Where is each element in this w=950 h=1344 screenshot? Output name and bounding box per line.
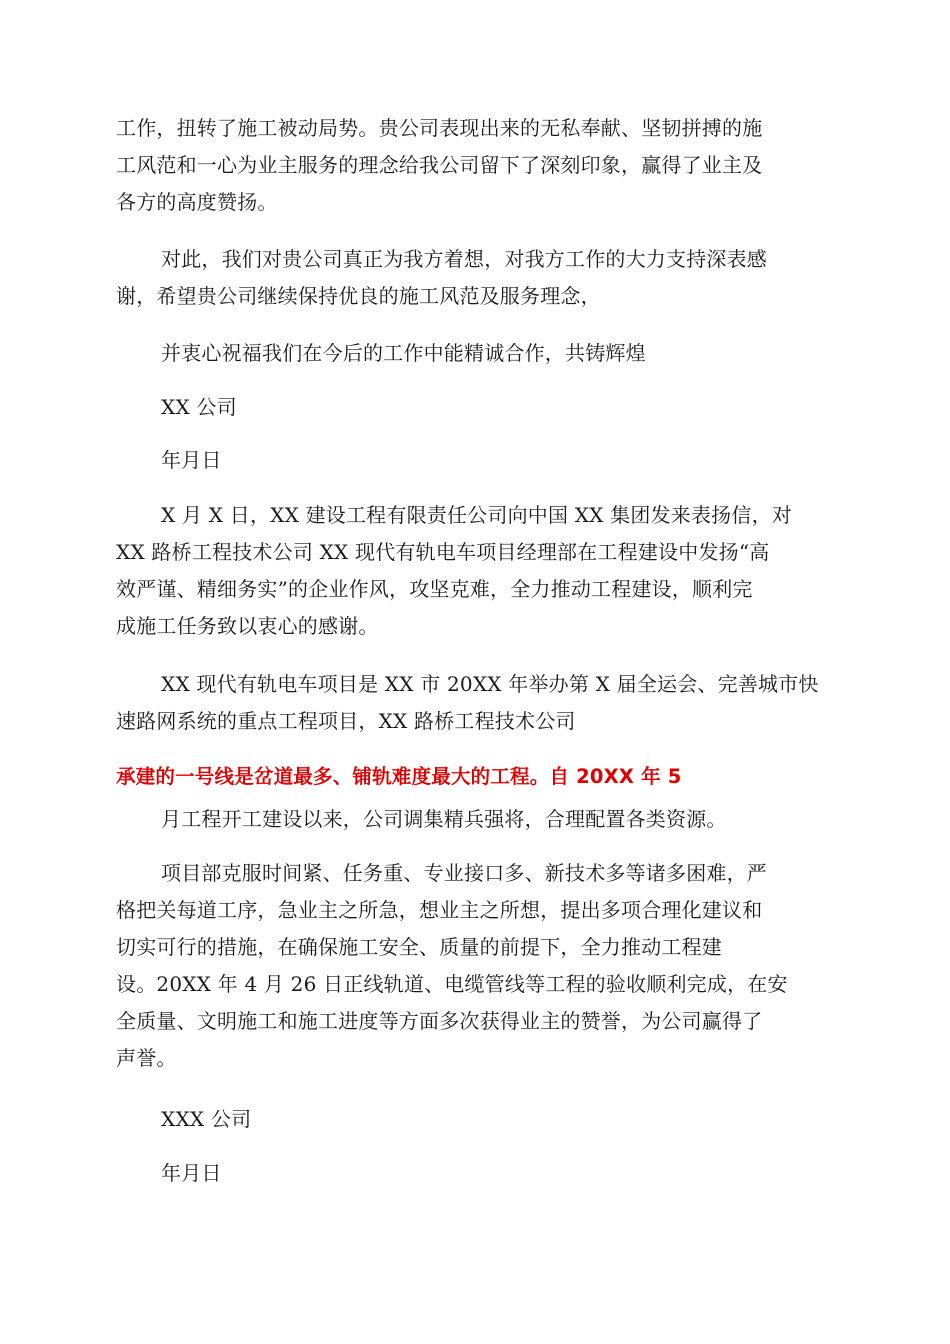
text-line: 设。20XX 年 4 月 26 日正线轨道、电缆管线等工程的验收顺利完成，在安 xyxy=(116,972,788,996)
text-line: 对此，我们对贵公司真正为我方着想，对我方工作的大力支持深表感 xyxy=(161,247,767,271)
text-line: 效严谨、精细务实”的企业作风，攻坚克难，全力推动工程建设，顺利完 xyxy=(116,577,753,601)
text-line: 工风范和一心为业主服务的理念给我公司留下了深刻印象，赢得了业主及 xyxy=(116,153,763,177)
paragraph-thanks xyxy=(116,241,832,315)
text-line: 声誉。 xyxy=(116,1046,177,1070)
paragraph-praise-continued xyxy=(116,110,832,221)
date-placeholder: 年月日 xyxy=(161,1161,222,1185)
signature-date-1 xyxy=(116,442,832,479)
text-line: 切实可行的措施，在确保施工安全、质量的前提下，全力推动工程建 xyxy=(116,935,722,959)
text-line: 项目部克服时间紧、任务重、专业接口多、新技术多等诸多困难，严 xyxy=(161,861,767,885)
signature-company-2 xyxy=(116,1101,832,1138)
date-placeholder: 年月日 xyxy=(161,448,222,472)
text-line: X 月 X 日，XX 建设工程有限责任公司向中国 XX 集团发来表扬信，对 xyxy=(161,503,792,527)
company-name: XXX 公司 xyxy=(161,1107,252,1131)
text-line: 速路网系统的重点工程项目，XX 路桥工程技术公司 xyxy=(116,709,576,733)
text-line: XX 现代有轨电车项目是 XX 市 20XX 年举办第 X 届全运会、完善城市快 xyxy=(161,672,819,696)
text-line: 月工程开工建设以来，公司调集精兵强将，合理配置各类资源。 xyxy=(161,807,727,831)
highlighted-text-line: 承建的一号线是岔道最多、铺轨难度最大的工程。自 20XX 年 5 xyxy=(116,765,682,788)
paragraph-news-intro xyxy=(116,497,832,645)
paragraph-start xyxy=(116,801,832,838)
text-line: 各方的高度赞扬。 xyxy=(116,190,278,214)
paragraph-project-work xyxy=(116,855,832,1077)
paragraph-blessing xyxy=(116,335,832,372)
text-line: XX 路桥工程技术公司 XX 现代有轨电车项目经理部在工程建设中发扬“高 xyxy=(116,540,770,564)
signature-company-1 xyxy=(116,389,832,426)
text-line: 谢，希望贵公司继续保持优良的施工风范及服务理念， xyxy=(116,284,601,308)
text-line: 并衷心祝福我们在今后的工作中能精诚合作，共铸辉煌 xyxy=(161,341,646,365)
text-line: 全质量、文明施工和施工进度等方面多次获得业主的赞誉，为公司赢得了 xyxy=(116,1009,763,1033)
text-line: 工作，扭转了施工被动局势。贵公司表现出来的无私奉献、坚韧拼搏的施 xyxy=(116,116,763,140)
paragraph-highlight xyxy=(116,758,832,795)
company-name: XX 公司 xyxy=(161,395,237,419)
paragraph-project-intro xyxy=(116,666,832,740)
signature-date-2 xyxy=(116,1155,832,1192)
text-line: 格把关每道工序，急业主之所急，想业主之所想，提出多项合理化建议和 xyxy=(116,898,763,922)
text-line: 成施工任务致以衷心的感谢。 xyxy=(116,614,379,638)
